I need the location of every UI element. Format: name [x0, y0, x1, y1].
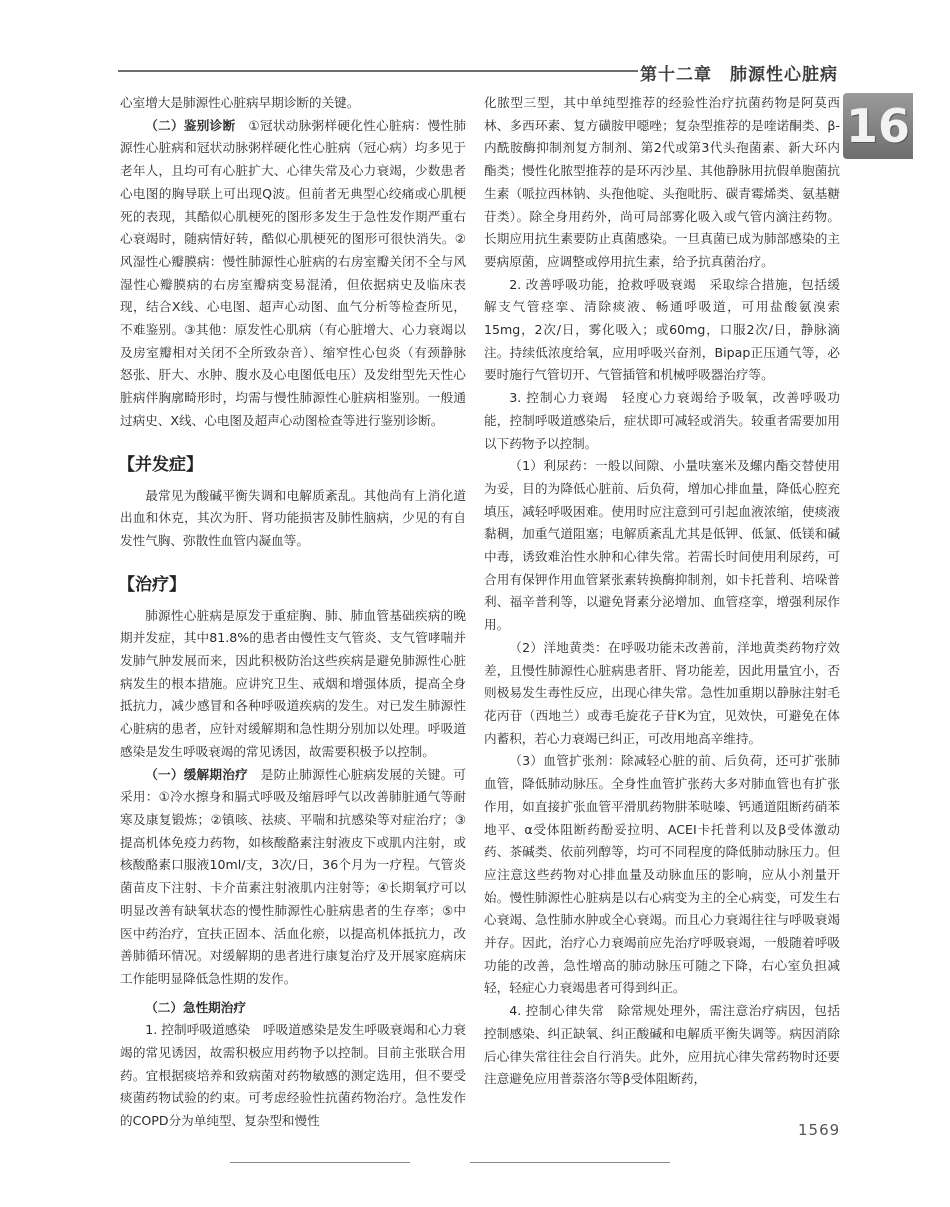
- paragraph: （3）血管扩张剂：除减轻心脏的前、后负荷，还可扩张肺血管，降低肺动脉压。全身性血管扩张药大多对肺血管也有扩张作用，如直接扩张血管平滑肌药物肼苯哒嗪、钙通道阻断药硝苯地平、α受体阻断药酚妥拉明、ACEI卡托普利以及β受体激动药、茶碱类、依前列醇等，均可不同程度的降低肺动脉压力。但应注意这些药物对心排血量及动脉血压的影响，应从小剂量开始。慢性肺源性心脏病是以右心病变为主的全心病变，可发生右心衰竭、急性肺水肿或全心衰竭。而且心力衰竭往往与呼吸衰竭并存。因此，治疗心力衰竭前应先治疗呼吸衰竭，一般随着呼吸功能的改善，急性增高的肺动脉压可随之下降，右心室负担减轻，轻症心力衰竭患者可得到纠正。: [484, 753, 840, 996]
- paragraph: 2. 改善呼吸功能，抢救呼吸衰竭 采取综合措施，包括缓解支气管痉挛、清除痰液、畅通呼吸道，可用盐酸氨溴索15mg，2次/日，雾化吸入；或60mg，口服2次/日，静脉滴注。持续低浓度给氧，应用呼吸兴奋剂，Bipap正压通气等，必要时施行气管切开、气管插管和机械呼吸器治疗等。: [484, 276, 841, 383]
- chapter-number: 16: [845, 99, 910, 153]
- paragraph: 化脓型三型，其中单纯型推荐的经验性治疗抗菌药物是阿莫西林、多西环素、复方磺胺甲噁唑；复杂型推荐的是喹诺酮类、β-内酰胺酶抑制剂复方制剂、第2代或第3代头孢菌素、新大环内酯类；慢性化脓型推荐的是环丙沙星、其他静脉用抗假单胞菌抗生素（哌拉西林钠、头孢他啶、头孢吡肟、碳青霉烯类、氨基糖苷类）。除全身用药外，尚可局部雾化吸入或气管内滴注药物。长期应用抗生素要防止真菌感染。一旦真菌已成为肺部感染的主要病原菌，应调整或停用抗生素，给予抗真菌治疗。: [484, 95, 840, 269]
- left-column: [120, 92, 466, 1133]
- footer-rule: [470, 1162, 670, 1163]
- paragraph: （2）洋地黄类：在呼吸功能未改善前，洋地黄类药物疗效差，且慢性肺源性心脏病患者肝、肾功能差，因此用量宜小，否则极易发生毒性反应，出现心律失常。急性加重期以静脉注射毛花丙苷（西地兰）或毒毛旋花子苷K为宜，见效快，可避免在体内蓄积，若心力衰竭已纠正，可改用地高辛维持。: [484, 639, 840, 746]
- subheading: （二）鉴别诊断: [145, 117, 236, 133]
- item-label: 1. 控制呼吸道感染: [145, 1022, 251, 1038]
- item-label: 4. 控制心律失常: [509, 1003, 605, 1019]
- item-label: 2. 改善呼吸功能，抢救呼吸衰竭: [509, 276, 697, 292]
- paragraph: 最常见为酸碱平衡失调和电解质紊乱。其他尚有上消化道出血和休克，其次为肝、肾功能损害及肺性脑病，少见的有自发性气胸、弥散性血管内凝血等。: [120, 487, 466, 548]
- paragraph: 4. 控制心律失常 除常规处理外，需注意治疗病因，包括控制感染、纠正缺氧、纠正酸碱和电解质平衡失调等。病因消除后心律失常往往会自行消失。此外，应用抗心律失常药物时还要注意避免应用普萘洛尔等β受体阻断药，: [484, 1003, 841, 1087]
- running-header: 第十二章 肺源性心脏病: [640, 65, 838, 85]
- paragraph: 肺源性心脏病是原发于重症胸、肺、肺血管基础疾病的晚期并发症，其中81.8%的患者由慢性支气管炎、支气管哮喘并发肺气肿发展而来，因此积极防治这些疾病是避免肺源性心脏病发生的根本措施。应讲究卫生、戒烟和增强体质，提高全身抵抗力，减少感冒和各种呼吸道疾病的发生。对已发生肺源性心脏病的患者，应针对缓解期和急性期分别加以处理。呼吸道感染是发生呼吸衰竭的常见诱因，故需要积极予以控制。: [120, 607, 466, 759]
- paragraph: 3. 控制心力衰竭 轻度心力衰竭给予吸氧，改善呼吸功能，控制呼吸道感染后，症状即可减轻或消失。较重者需要加用以下药物予以控制。: [484, 390, 840, 451]
- item-label: 3. 控制心力衰竭: [509, 390, 609, 406]
- right-column: [484, 92, 840, 1091]
- paragraph: （1）利尿药：一般以间隙、小量呋塞米及螺内酯交替使用为妥，目的为降低心脏前、后负荷，增加心排血量，降低心腔充填压，减轻呼吸困难。使用时应注意到可引起血液浓缩，使痰液黏稠，加重气道阻塞；电解质紊乱尤其是低钾、低氯、低镁和碱中毒，诱致难治性水肿和心律失常。若需长时间使用利尿药，可合用有保钾作用血管紧张素转换酶抑制剂，如卡托普利、培哚普利、福辛普利等，以避免肾素分泌增加、血管痉挛，增强利尿作用。: [484, 458, 840, 633]
- section-heading-treatment: 【治疗】: [118, 574, 186, 595]
- page-number: 1569: [798, 1121, 841, 1139]
- subheading: （一）缓解期治疗: [145, 766, 248, 782]
- paragraph: （一）缓解期治疗 是防止肺源性心脏病发展的关键。可采用：①冷水擦身和膈式呼吸及缩唇呼气以改善肺脏通气等耐寒及康复锻炼；②镇咳、祛痰、平喘和抗感染等对症治疗；③提高机体免疫力药物，如核酸酪素注射液皮下或肌内注射，或核酸酪素口服液10ml/支，3次/日，36个月为一疗程。气管炎菌苗皮下注射、卡介苗素注射液肌内注射等；④长期氧疗可以明显改善有缺氧状态的慢性肺源性心脏病患者的生存率；⑤中医中药治疗，宜扶正固本、活血化瘀，以提高机体抵抗力，改善肺循环情况。对缓解期的患者进行康复治疗及开展家庭病床工作能明显降低急性期的发作。: [120, 766, 467, 986]
- paragraph: 心室增大是肺源性心脏病早期诊断的关键。: [120, 95, 360, 110]
- chapter-tab: [843, 93, 913, 159]
- footer-rule: [230, 1162, 410, 1163]
- paragraph: 1. 控制呼吸道感染 呼吸道感染是发生呼吸衰竭和心力衰竭的常见诱因，故需积极应用药物予以控制。目前主张联合用药。宜根据痰培养和致病菌对药物敏感的测定选用，但不要受痰菌药物试验的约束。可考虑经验性抗菌药物治疗。急性发作的COPD分为单纯型、复杂型和慢性: [120, 1022, 467, 1129]
- header-rule: [118, 70, 638, 72]
- paragraph: （二）鉴别诊断 ①冠状动脉粥样硬化性心脏病：慢性肺源性心脏病和冠状动脉粥样硬化性心脏病（冠心病）均多见于老年人，且均可有心脏扩大、心律失常及心力衰竭，少数患者心电图的胸导联上可出现Q波。但前者无典型心绞痛或心肌梗死的表现，其酷似心肌梗死的图形多发生于急性发作期严重右心衰竭时，随病情好转，酷似心肌梗死的图形可很快消失。②风湿性心瓣膜病：慢性肺源性心脏病的右房室瓣关闭不全与风湿性心瓣膜病的右房室瓣病变易混淆，但依据病史及临床表现，结合X线、心电图、超声心动图、血气分析等检查所见，不难鉴别。③其他：原发性心肌病（有心脏增大、心力衰竭以及房室瓣相对关闭不全所致杂音）、缩窄性心包炎（有颈静脉怒张、肝大、水肿、腹水及心电图低电压）及发绀型先天性心脏病伴胸廓畸形时，均需与慢性肺源性心脏病相鉴别。一般通过病史、X线、心电图及超声心动图检查等进行鉴别诊断。: [120, 117, 467, 428]
- subheading: （二）急性期治疗: [145, 999, 246, 1015]
- section-heading-complications: 【并发症】: [118, 454, 203, 475]
